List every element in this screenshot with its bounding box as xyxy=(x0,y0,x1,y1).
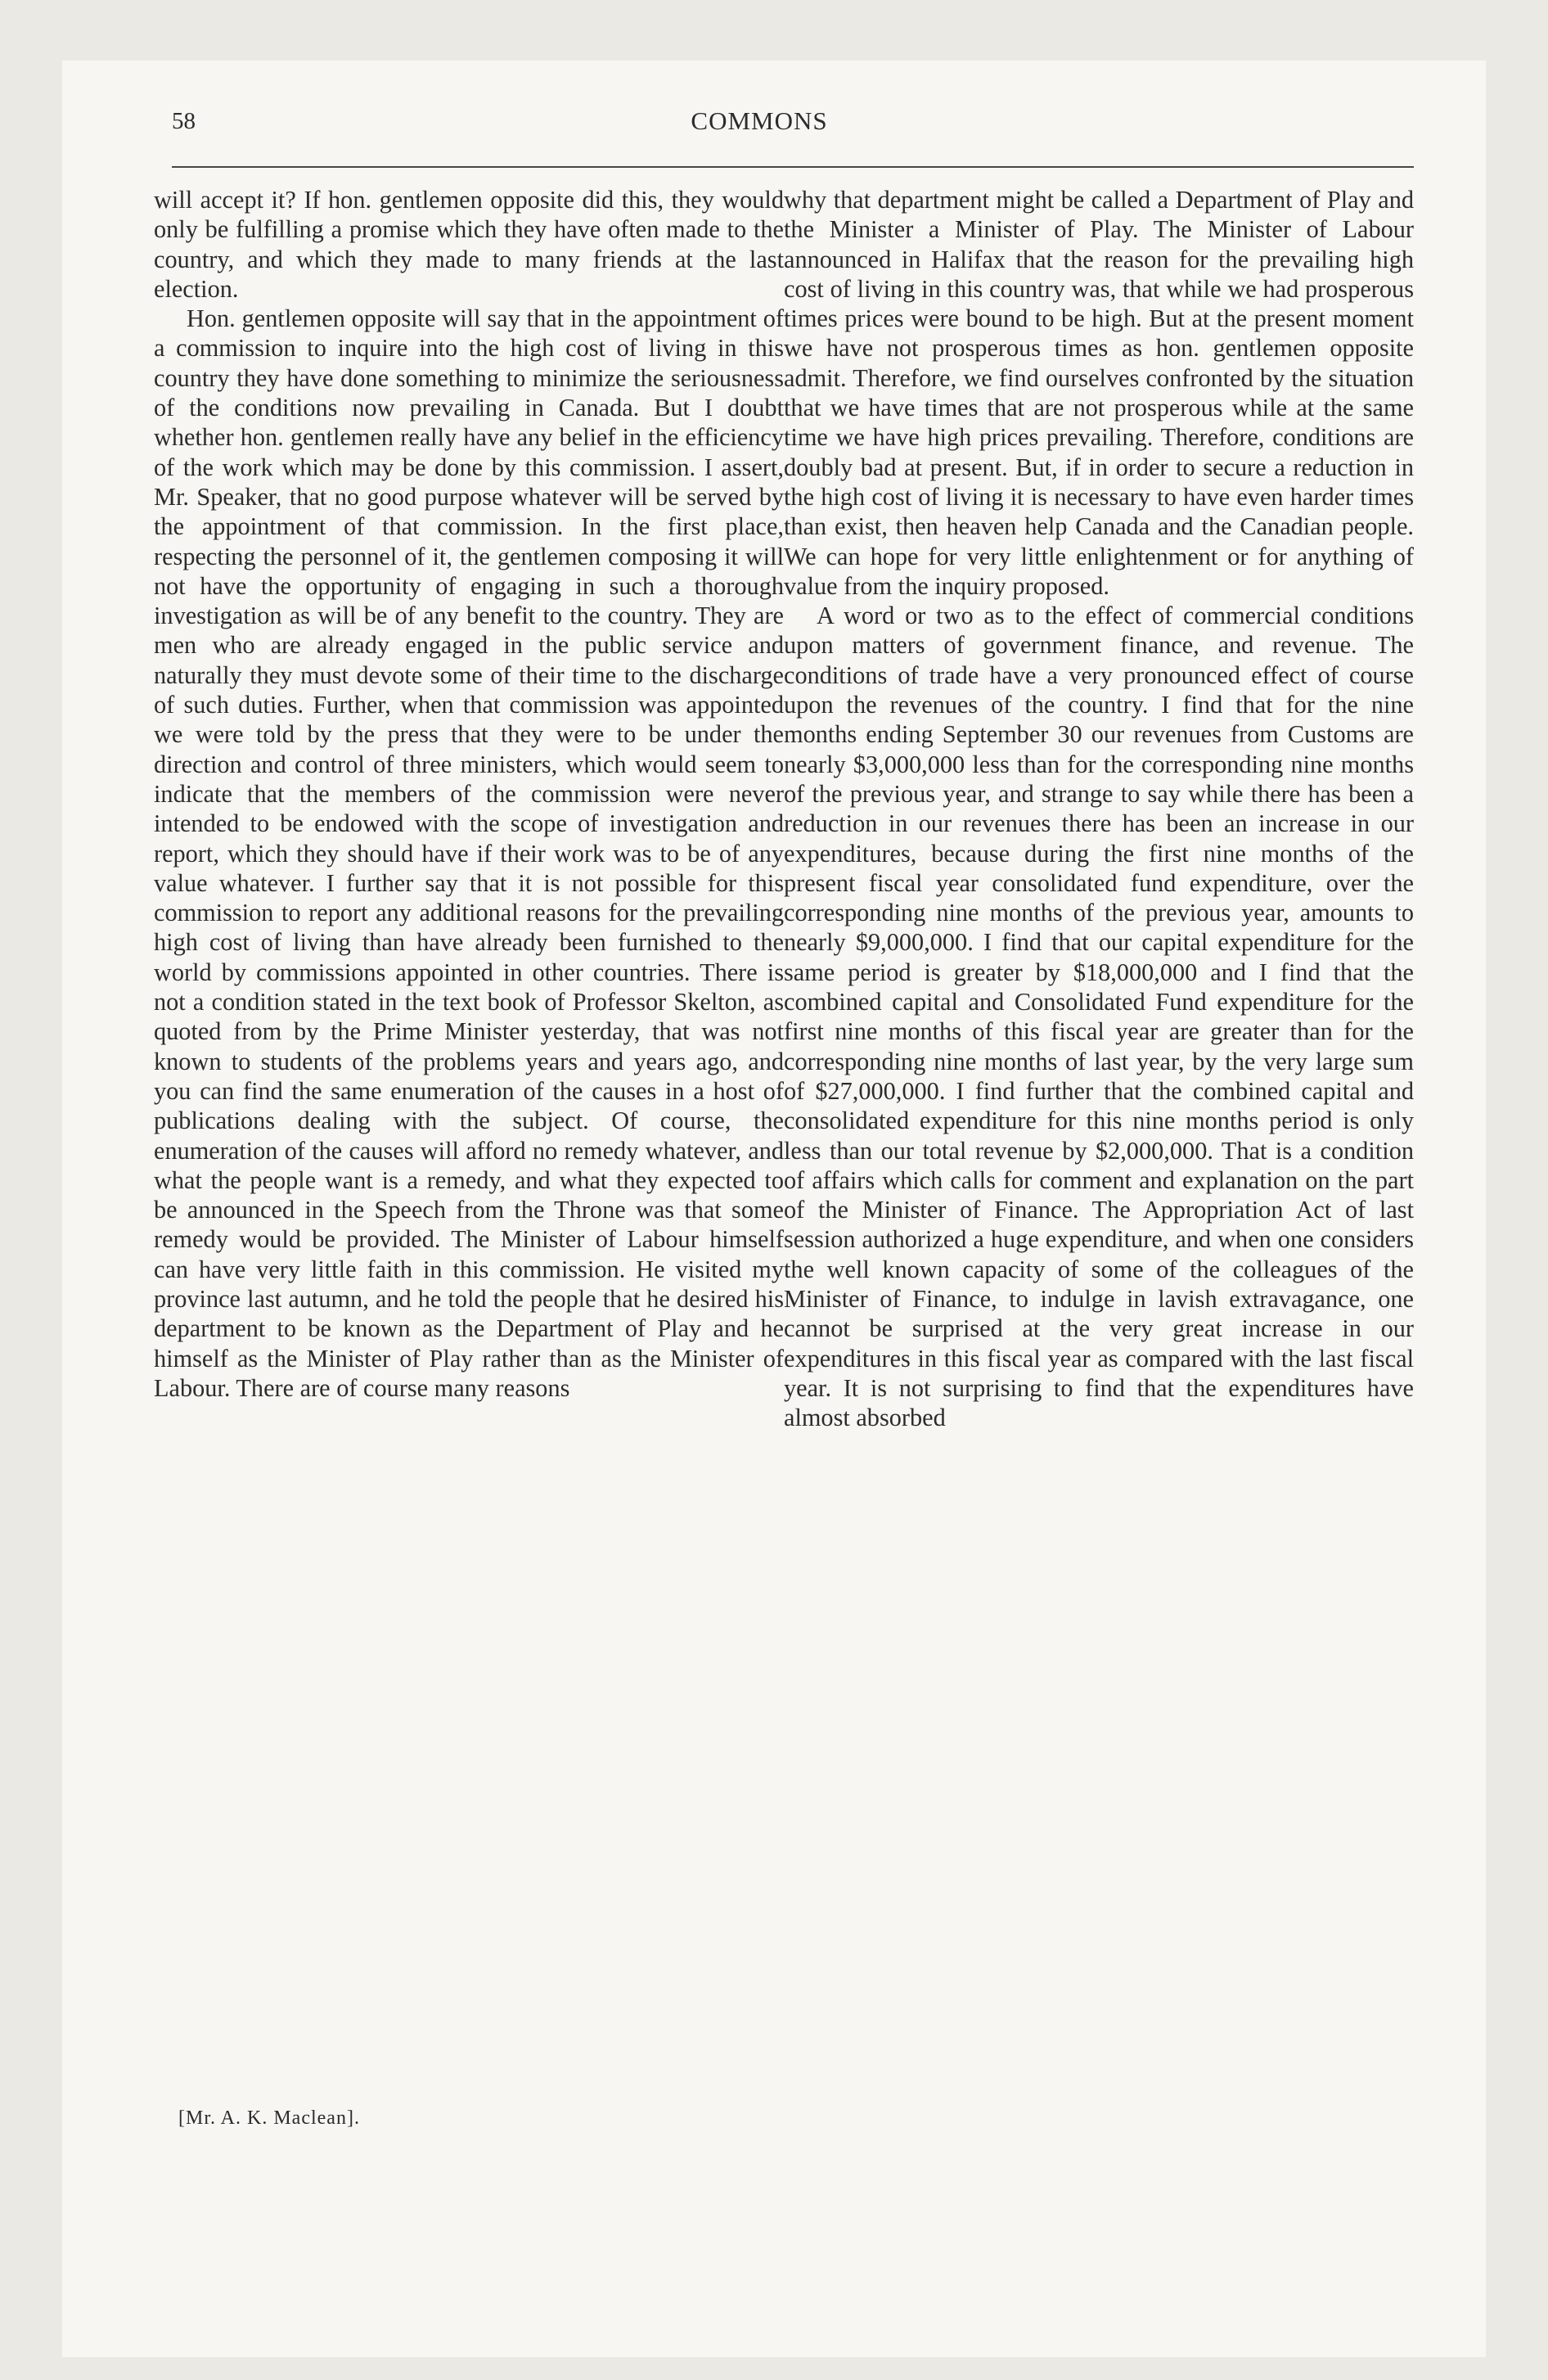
left-column xyxy=(154,185,784,1403)
page-header xyxy=(105,106,1414,157)
left-paragraph-2: Hon. gentlemen opposite will say that in the appointment of a commission to inquire into the high cost of living in this country they have done something to minimize the seriousness of the conditions now prevailing in Canada. But I doubt whether hon. gentlemen really have any belief in the efficiency of the work which may be done by this commission. I assert, Mr. Speaker, that no good purpose whatever will be served by the appointment of that commission. In the first place, respecting the personnel of it, the gentlemen composing it will not have the opportunity of engaging in such a thorough investigation as will be of any benefit to the country. They are men who are already engaged in the public service and naturally they must devote some of their time to the discharge of such duties. Further, when that commission was appointed we were told by the press that they were to be under the direction and control of three ministers, which would seem to indicate that the members of the commission were never intended to be endowed with the scope of investigation and report, which they should have if their work was to be of any value whatever. I further say that it is not possible for this commission to report any additional reasons for the prevailing high cost of living than have already been furnished to the world by commissions appointed in other countries. There is not a condition stated in the text book of Professor Skelton, as quoted from by the Prime Minister yesterday, that was not known to students of the problems years and years ago, and you can find the same enumeration of the causes in a host of publications dealing with the subject. Of course, the enumeration of the causes will afford no remedy whatever, and what the people want is a remedy, and what they expected to be announced in the Speech from the Throne was that some remedy would be provided. The Minister of Labour himself can have very little faith in this commission. He visited my province last autumn, and he told the people that he desired his department to be known as the Department of Play and he himself as the Minister of Play rather than as the Minister of Labour. There are of course many reasons xyxy=(154,304,784,1402)
speaker-note: [Mr. A. K. Maclean]. xyxy=(178,2107,360,2129)
header-rule xyxy=(172,166,1414,168)
right-paragraph-2: A word or two as to the effect of commercial conditions upon matters of government finance, and revenue. The conditions of trade have a very pronounced effect of course upon the revenues of the country. I find that for the nine months ending September 30 our revenues from Customs are nearly $3,000,000 less than for the corresponding nine months of the previous year, and strange to say while there has been a reduction in our revenues there has been an increase in our expenditures, because during the first nine months of the present fiscal year consolidated fund expenditure, over the corresponding nine months of the previous year, amounts to nearly $9,000,000. I find that our capital expenditure for the same period is greater by $18,000,000 and I find that the combined capital and Consolidated Fund expenditure for the first nine months of this fiscal year are greater than for the corresponding nine months of last year, by the very large sum of $27,000,000. I find further that the combined capital and consolidated expenditure for this nine months period is only less than our total revenue by $2,000,000. That is a condition of affairs which calls for comment and explanation on the part of the Minister of Finance. The Appropriation Act of last session authorized a huge expenditure, and when one considers the well known capacity of some of the colleagues of the Minister of Finance, to indulge in lavish extravagance, one cannot be surprised at the very great increase in our expenditures in this fiscal year as compared with the last fiscal year. It is not surprising to find that the expenditures have almost absorbed xyxy=(784,602,1414,1432)
right-paragraph-1: why that department might be called a Department of Play and the Minister a Minister of Play. The Minister of Labour announced in Halifax that the reason for the prevailing high cost of living in this country was, that while we had prosperous times prices were bound to be high. But at the present moment we have not prosperous times as hon. gentlemen opposite admit. Therefore, we find ourselves confronted by the situation that we have times that are not prosperous while at the same time we have high prices prevailing. Therefore, conditions are doubly bad at present. But, if in order to secure a reduction in the high cost of living it is necessary to have even harder times than exist, then heaven help Canada and the Canadian people. We can hope for very little enlightenment or for anything of value from the inquiry proposed. xyxy=(784,186,1414,600)
page-number: 58 xyxy=(172,108,196,134)
left-paragraph-1: will accept it? If hon. gentlemen opposite did this, they would only be fulfilling a promise which they have often made to the country, and which they made to many friends at the last election. xyxy=(154,186,784,303)
right-column xyxy=(784,185,1414,1432)
running-head: COMMONS xyxy=(691,106,828,135)
